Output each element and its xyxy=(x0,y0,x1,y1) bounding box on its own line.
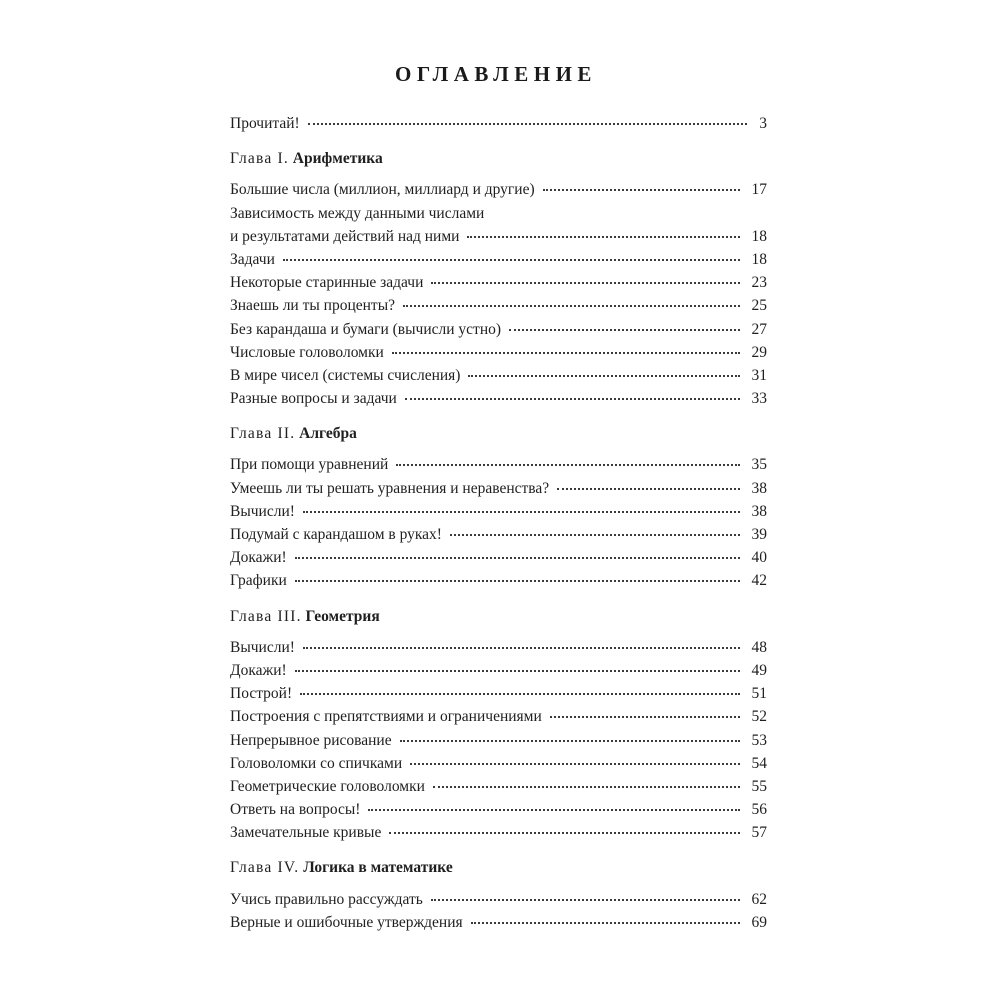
dot-leader xyxy=(368,809,739,811)
toc-entry-page: 51 xyxy=(751,685,767,703)
chapter-section-1 xyxy=(230,147,767,410)
dot-leader xyxy=(403,305,740,307)
toc-entry-page: 38 xyxy=(751,502,767,520)
chapter-section-2 xyxy=(230,422,767,592)
toc-entry-page: 38 xyxy=(751,479,767,497)
toc-entry-label: Разные вопросы и задачи xyxy=(230,390,397,408)
dot-leader xyxy=(433,786,740,788)
toc-entry[interactable] xyxy=(230,294,767,317)
toc-entry[interactable] xyxy=(230,523,767,546)
toc-entry-page: 53 xyxy=(751,731,767,749)
toc-entry-page: 17 xyxy=(751,181,767,199)
chapter-heading xyxy=(230,147,767,170)
toc-entry[interactable] xyxy=(230,225,767,248)
toc-entry[interactable] xyxy=(230,636,767,659)
dot-leader xyxy=(468,375,739,377)
toc-entry-label: При помощи уравнений xyxy=(230,456,389,474)
chapter-heading xyxy=(230,856,767,879)
chapter-number: Глава IV. xyxy=(230,859,300,877)
dot-leader xyxy=(509,329,739,331)
toc-entry-page: 55 xyxy=(751,777,767,795)
dot-leader xyxy=(303,511,740,513)
toc-entry-label: Вычисли! xyxy=(230,638,295,656)
toc-entry[interactable] xyxy=(230,500,767,523)
toc-entry[interactable] xyxy=(230,659,767,682)
toc-entry-label: Подумай с карандашом в руках! xyxy=(230,526,442,544)
dot-leader xyxy=(303,647,740,649)
toc-entry[interactable] xyxy=(230,364,767,387)
dot-leader xyxy=(543,189,740,191)
chapter-name: Геометрия xyxy=(305,607,380,625)
dot-leader xyxy=(405,398,740,400)
toc-entry-page: 39 xyxy=(751,526,767,544)
toc-entry-page: 42 xyxy=(751,572,767,590)
toc-entry[interactable] xyxy=(230,341,767,364)
toc-entry-label-line1[interactable]: Зависимость между данными числами xyxy=(230,204,485,222)
toc-entry[interactable] xyxy=(230,775,767,798)
dot-leader xyxy=(308,123,748,125)
toc-entry-page: 23 xyxy=(751,274,767,292)
chapter-heading xyxy=(230,605,767,628)
dot-leader xyxy=(410,763,739,765)
toc-entry-label: Замечательные кривые xyxy=(230,824,382,842)
toc-entry[interactable] xyxy=(230,271,767,294)
toc-entry-intro[interactable] xyxy=(230,112,767,135)
toc-entry-label: Учись правильно рассуждать xyxy=(230,890,423,908)
toc-entry-label: Верные и ошибочные утверждения xyxy=(230,913,463,931)
toc-entry-label: Знаешь ли ты проценты? xyxy=(230,297,395,315)
toc-entry-label: Ответь на вопросы! xyxy=(230,801,361,819)
toc-entry[interactable] xyxy=(230,705,767,728)
toc-entry-label: и результатами действий над ними xyxy=(230,227,460,245)
toc-entry-page: 62 xyxy=(751,890,767,908)
toc-entry[interactable] xyxy=(230,911,767,934)
toc-entry-label: Вычисли! xyxy=(230,502,295,520)
toc-entry-label: Непрерывное рисование xyxy=(230,731,392,749)
toc-entry-page: 54 xyxy=(751,754,767,772)
dot-leader xyxy=(557,488,739,490)
chapter-heading xyxy=(230,422,767,445)
dot-leader xyxy=(295,557,740,559)
toc-entry[interactable] xyxy=(230,178,767,201)
toc-entry[interactable] xyxy=(230,752,767,775)
toc-entry[interactable] xyxy=(230,798,767,821)
dot-leader xyxy=(300,693,739,695)
chapter-section-4 xyxy=(230,856,767,934)
toc-entry-label: Докажи! xyxy=(230,549,287,567)
toc-entry-page: 57 xyxy=(751,824,767,842)
toc-entry-page: 56 xyxy=(751,801,767,819)
table-of-contents xyxy=(230,112,767,934)
dot-leader xyxy=(283,259,740,261)
toc-entry[interactable] xyxy=(230,387,767,410)
dot-leader xyxy=(389,832,739,834)
toc-entry-label: Головоломки со спичками xyxy=(230,754,403,772)
toc-entry-page: 18 xyxy=(751,227,767,245)
toc-entry-label: Докажи! xyxy=(230,661,287,679)
toc-entry-label: Графики xyxy=(230,572,287,590)
toc-entry-page: 35 xyxy=(751,456,767,474)
chapter-number: Глава I. xyxy=(230,150,289,168)
dot-leader xyxy=(471,922,740,924)
toc-entry-page: 49 xyxy=(751,661,767,679)
toc-entry[interactable] xyxy=(230,729,767,752)
toc-entry-page: 29 xyxy=(751,343,767,361)
chapter-name: Алгебра xyxy=(299,425,357,443)
toc-entry-label: Числовые головоломки xyxy=(230,343,384,361)
toc-entry-label: Задачи xyxy=(230,250,275,268)
toc-entry-page: 18 xyxy=(751,250,767,268)
toc-entry[interactable] xyxy=(230,248,767,271)
chapter-section-3 xyxy=(230,605,767,845)
dot-leader xyxy=(450,534,740,536)
page-title: ОГЛАВЛЕНИЕ xyxy=(395,62,597,86)
toc-entry-page: 33 xyxy=(751,390,767,408)
toc-entry[interactable] xyxy=(230,888,767,911)
toc-entry-page: 40 xyxy=(751,549,767,567)
chapter-number: Глава II. xyxy=(230,425,296,443)
dot-leader xyxy=(550,716,740,718)
toc-entry-label: Без карандаша и бумаги (вычисли устно) xyxy=(230,320,502,338)
toc-entry[interactable] xyxy=(230,477,767,500)
dot-leader xyxy=(396,464,739,466)
toc-entry-page: 69 xyxy=(751,913,767,931)
dot-leader xyxy=(431,899,740,901)
toc-entry[interactable] xyxy=(230,569,767,592)
dot-leader xyxy=(392,352,740,354)
dot-leader xyxy=(467,236,739,238)
toc-entry[interactable] xyxy=(230,546,767,569)
chapter-number: Глава III. xyxy=(230,607,302,625)
toc-entry-label: Прочитай! xyxy=(230,115,300,132)
dot-leader xyxy=(400,740,740,742)
chapter-name: Арифметика xyxy=(292,150,383,168)
dot-leader xyxy=(295,580,740,582)
toc-entry-label: Умеешь ли ты решать уравнения и неравенства? xyxy=(230,479,550,497)
toc-entry-page: 31 xyxy=(751,366,767,384)
toc-entry-label: Геометрические головоломки xyxy=(230,777,425,795)
toc-entry[interactable] xyxy=(230,318,767,341)
dot-leader xyxy=(431,282,739,284)
toc-entry-page: 27 xyxy=(751,320,767,338)
toc-entry-label: В мире чисел (системы счисления) xyxy=(230,366,461,384)
toc-entry-label: Построения с препятствиями и ограничениями xyxy=(230,708,542,726)
toc-entry-page: 48 xyxy=(751,638,767,656)
toc-entry-page: 25 xyxy=(751,297,767,315)
dot-leader xyxy=(295,670,740,672)
toc-entry[interactable] xyxy=(230,821,767,844)
toc-entry-page: 52 xyxy=(751,708,767,726)
toc-entry-label: Построй! xyxy=(230,685,293,703)
toc-entry-label: Большие числа (миллион, миллиард и другие) xyxy=(230,181,535,199)
toc-entry-label: Некоторые старинные задачи xyxy=(230,274,424,292)
toc-entry[interactable] xyxy=(230,453,767,476)
toc-entry[interactable] xyxy=(230,682,767,705)
toc-entry-page: 3 xyxy=(759,115,767,132)
chapter-name: Логика в математике xyxy=(303,859,453,877)
